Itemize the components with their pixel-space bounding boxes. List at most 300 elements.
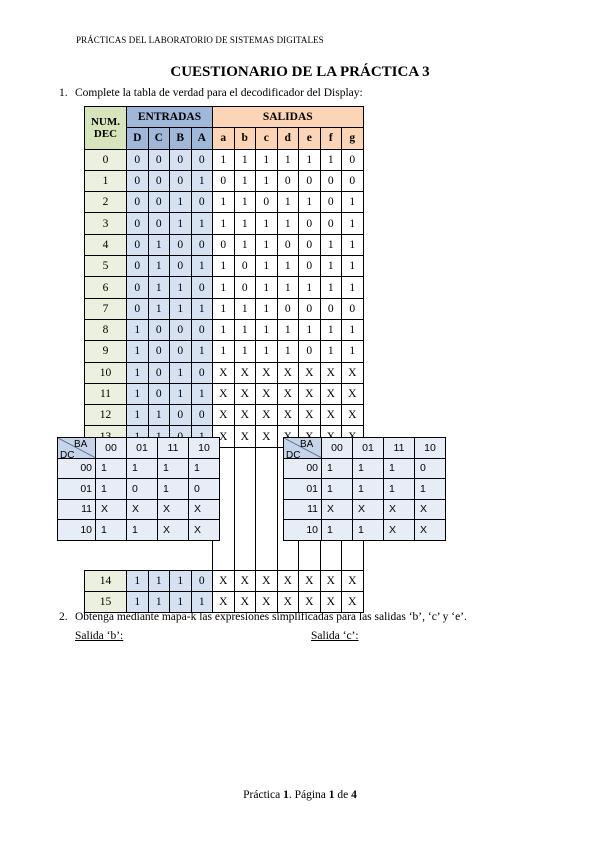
decimal-cell: 15 [85, 591, 127, 612]
output-cell: 1 [277, 213, 299, 234]
kmap-row [58, 499, 220, 520]
output-cell: 1 [213, 192, 235, 213]
kmap-col-header: 01 [353, 438, 384, 459]
decimal-cell: 14 [85, 570, 127, 591]
input-cell: 0 [191, 570, 213, 591]
spacer-cell [234, 447, 256, 468]
output-cell: 1 [320, 277, 342, 298]
output-cell: X [299, 383, 321, 404]
output-cell: X [342, 591, 364, 612]
kmap-corner-dc: DC [60, 450, 75, 461]
output-cell: 0 [299, 298, 321, 319]
input-cell: 0 [127, 213, 149, 234]
output-cell: 1 [277, 277, 299, 298]
output-cell: 0 [277, 234, 299, 255]
table-row [85, 298, 364, 319]
kmap-b [57, 437, 220, 541]
decimal-cell: 11 [85, 383, 127, 404]
output-cell: 1 [234, 319, 256, 340]
header-output-d: d [277, 128, 299, 149]
header-input-b: B [170, 128, 192, 149]
kmap-cell: 1 [158, 458, 189, 479]
decimal-cell: 8 [85, 319, 127, 340]
table-row [85, 362, 364, 383]
output-cell: X [320, 383, 342, 404]
input-cell: 0 [148, 362, 170, 383]
output-cell: X [277, 405, 299, 426]
output-cell: X [234, 591, 256, 612]
kmap-cell: X [322, 499, 353, 520]
kmap-cell: 1 [353, 479, 384, 500]
output-cell: 1 [213, 149, 235, 170]
decimal-cell: 3 [85, 213, 127, 234]
output-cell: 1 [234, 170, 256, 191]
kmap-col-header: 00 [322, 438, 353, 459]
output-cell: 0 [320, 170, 342, 191]
output-cell: X [342, 405, 364, 426]
spacer-cell [85, 549, 127, 570]
input-cell: 0 [148, 149, 170, 170]
kmap-row-header: 10 [58, 520, 96, 541]
input-cell: 1 [191, 383, 213, 404]
kmap-cell: 0 [127, 479, 158, 500]
header-input-a: A [191, 128, 213, 149]
output-cell: X [299, 405, 321, 426]
kmap-row-header: 01 [58, 479, 96, 500]
input-cell: 0 [170, 319, 192, 340]
header-output-b: b [234, 128, 256, 149]
input-cell: 1 [170, 277, 192, 298]
decimal-cell: 6 [85, 277, 127, 298]
spacer-cell [148, 549, 170, 570]
kmap-cell: X [384, 520, 415, 541]
kmap-cell: 1 [322, 520, 353, 541]
output-cell: 1 [320, 256, 342, 277]
input-cell: 1 [148, 591, 170, 612]
kmap-cell: X [189, 520, 220, 541]
kmap-row [284, 499, 446, 520]
output-cell: 1 [299, 277, 321, 298]
input-cell: 0 [191, 405, 213, 426]
spacer-cell [256, 488, 278, 508]
table-row [85, 192, 364, 213]
kmap-cell: 1 [96, 479, 127, 500]
output-cell: 1 [256, 213, 278, 234]
output-cell: X [256, 362, 278, 383]
salida-c-label: Salida ‘c’: [311, 630, 359, 642]
question-2-text: Obtenga mediante mapa-k las expresiones simplificadas para las salidas ‘b’, ‘c’ y ‘e’. [75, 611, 467, 623]
input-cell: 0 [191, 192, 213, 213]
decimal-cell: 4 [85, 234, 127, 255]
output-cell: X [256, 570, 278, 591]
decimal-cell: 5 [85, 256, 127, 277]
kmap-cell: X [127, 499, 158, 520]
kmap-cell: 1 [353, 520, 384, 541]
output-cell: X [277, 591, 299, 612]
output-cell: 1 [299, 192, 321, 213]
input-cell: 1 [148, 277, 170, 298]
salida-b-label: Salida ‘b’: [75, 630, 124, 642]
spacer-cell [256, 509, 278, 529]
input-cell: 1 [170, 213, 192, 234]
kmap-cell: X [158, 499, 189, 520]
table-row [85, 213, 364, 234]
output-cell: X [299, 362, 321, 383]
kmap-col-header: 11 [384, 438, 415, 459]
input-cell: 0 [148, 213, 170, 234]
table-row [85, 570, 364, 591]
input-cell: 0 [127, 192, 149, 213]
output-cell: X [320, 405, 342, 426]
output-cell: 1 [277, 319, 299, 340]
kmap-col-header: 00 [96, 438, 127, 459]
kmap-row-header: 11 [284, 499, 322, 520]
output-cell: X [320, 362, 342, 383]
kmap-corner-ba: BA [300, 439, 314, 450]
input-cell: 1 [170, 298, 192, 319]
output-cell: 1 [256, 234, 278, 255]
kmap-cell: 1 [415, 479, 446, 500]
input-cell: 0 [148, 170, 170, 191]
question-1-text: Complete la tabla de verdad para el decodificador del Display: [75, 87, 363, 99]
spacer-cell [234, 509, 256, 529]
spacer-cell [299, 549, 321, 570]
input-cell: 0 [127, 234, 149, 255]
question-1 [59, 87, 363, 99]
kmap-corner-ba: BA [74, 439, 88, 450]
output-cell: X [299, 591, 321, 612]
kmap-cell: 1 [322, 479, 353, 500]
output-cell: 1 [342, 277, 364, 298]
kmap-corner-dc: DC [286, 450, 301, 461]
kmap-cell: 1 [384, 479, 415, 500]
output-cell: X [320, 591, 342, 612]
output-cell: X [342, 383, 364, 404]
header-output-a: a [213, 128, 235, 149]
output-cell: X [234, 570, 256, 591]
spacer-cell [320, 549, 342, 570]
output-cell: 0 [320, 213, 342, 234]
spacer-cell [191, 549, 213, 570]
output-cell: 1 [234, 192, 256, 213]
kmap-row-header: 00 [58, 458, 96, 479]
output-cell: 1 [342, 341, 364, 362]
spacer-cell [342, 549, 364, 570]
table-row [85, 170, 364, 191]
output-cell: 0 [342, 170, 364, 191]
input-cell: 1 [170, 192, 192, 213]
input-cell: 1 [127, 591, 149, 612]
input-cell: 0 [191, 277, 213, 298]
output-cell: 1 [342, 319, 364, 340]
kmap-cell: 1 [127, 520, 158, 541]
kmap-cell: X [384, 499, 415, 520]
input-cell: 1 [127, 362, 149, 383]
kmap-row [284, 479, 446, 500]
output-cell: 1 [320, 341, 342, 362]
output-cell: X [277, 383, 299, 404]
kmap-header-row [58, 438, 220, 459]
kmap-cell: X [415, 520, 446, 541]
kmap-cell: X [353, 499, 384, 520]
output-cell: 1 [320, 149, 342, 170]
output-cell: X [234, 426, 256, 447]
output-cell: 0 [320, 298, 342, 319]
kmap-corner [284, 438, 322, 459]
output-cell: X [256, 405, 278, 426]
output-cell: 1 [342, 234, 364, 255]
output-cell: 1 [342, 192, 364, 213]
spacer-cell [213, 549, 235, 570]
kmap-row [284, 520, 446, 541]
input-cell: 0 [127, 149, 149, 170]
output-cell: 0 [299, 341, 321, 362]
kmap-cell: 0 [415, 458, 446, 479]
decimal-cell: 7 [85, 298, 127, 319]
kmap-row [58, 520, 220, 541]
spacer-cell [256, 549, 278, 570]
decimal-cell: 1 [85, 170, 127, 191]
input-cell: 0 [127, 277, 149, 298]
input-cell: 1 [191, 298, 213, 319]
input-cell: 0 [148, 192, 170, 213]
kmap-cell: 1 [96, 458, 127, 479]
kmap-cell: X [158, 520, 189, 541]
input-cell: 0 [191, 234, 213, 255]
kmap-row-header: 00 [284, 458, 322, 479]
output-cell: 0 [320, 192, 342, 213]
input-cell: 0 [191, 319, 213, 340]
output-cell: X [213, 570, 235, 591]
input-cell: 1 [191, 213, 213, 234]
spacer-row [85, 549, 364, 570]
output-cell: 1 [213, 319, 235, 340]
kmap-c [283, 437, 446, 541]
output-cell: 1 [234, 341, 256, 362]
output-cell: 1 [234, 149, 256, 170]
table-row [85, 591, 364, 612]
question-1-number: 1. [59, 87, 68, 99]
input-cell: 1 [170, 362, 192, 383]
input-cell: 1 [127, 341, 149, 362]
spacer-cell [256, 529, 278, 549]
input-cell: 1 [191, 591, 213, 612]
header-input-c: C [148, 128, 170, 149]
kmap-cell: X [415, 499, 446, 520]
output-cell: 1 [256, 149, 278, 170]
output-cell: 1 [277, 256, 299, 277]
page-header: PRÁCTICAS DEL LABORATORIO DE SISTEMAS DIGITALES [76, 35, 324, 45]
output-cell: 0 [234, 277, 256, 298]
table-row [85, 234, 364, 255]
output-cell: 1 [234, 213, 256, 234]
output-cell: 1 [256, 341, 278, 362]
kmap-header-row [284, 438, 446, 459]
output-cell: 0 [277, 298, 299, 319]
output-cell: 0 [342, 149, 364, 170]
kmap-row [58, 458, 220, 479]
page-footer: Práctica 1. Página 1 de 4 [243, 789, 357, 801]
kmap-col-header: 10 [415, 438, 446, 459]
input-cell: 1 [170, 383, 192, 404]
input-cell: 0 [127, 298, 149, 319]
output-cell: 1 [234, 234, 256, 255]
output-cell: 0 [299, 170, 321, 191]
output-cell: 1 [277, 192, 299, 213]
input-cell: 1 [127, 405, 149, 426]
output-cell: 0 [299, 234, 321, 255]
kmap-corner [58, 438, 96, 459]
output-cell: X [213, 362, 235, 383]
kmap-col-header: 01 [127, 438, 158, 459]
table-row [85, 277, 364, 298]
decimal-cell: 9 [85, 341, 127, 362]
input-cell: 1 [148, 405, 170, 426]
input-cell: 1 [191, 256, 213, 277]
output-cell: X [256, 591, 278, 612]
input-cell: 1 [127, 319, 149, 340]
spacer-cell [256, 447, 278, 468]
table-row [85, 405, 364, 426]
output-cell: X [213, 405, 235, 426]
output-cell: 0 [234, 256, 256, 277]
table-row [85, 341, 364, 362]
table-row [85, 256, 364, 277]
kmap-cell: 1 [384, 458, 415, 479]
input-cell: 0 [148, 383, 170, 404]
output-cell: X [342, 570, 364, 591]
spacer-cell [234, 549, 256, 570]
header-output-f: f [320, 128, 342, 149]
input-cell: 1 [148, 256, 170, 277]
input-cell: 0 [148, 319, 170, 340]
kmap-cell: 1 [189, 458, 220, 479]
kmap-row-header: 11 [58, 499, 96, 520]
output-cell: X [320, 570, 342, 591]
output-cell: 0 [213, 170, 235, 191]
spacer-cell [277, 549, 299, 570]
decimal-cell: 0 [85, 149, 127, 170]
kmap-row-header: 10 [284, 520, 322, 541]
output-cell: 1 [320, 234, 342, 255]
output-cell: X [299, 570, 321, 591]
decimal-cell: 12 [85, 405, 127, 426]
input-cell: 0 [127, 256, 149, 277]
output-cell: 1 [320, 319, 342, 340]
input-cell: 0 [170, 234, 192, 255]
output-cell: 1 [342, 256, 364, 277]
input-cell: 0 [148, 341, 170, 362]
spacer-cell [234, 488, 256, 508]
input-cell: 0 [191, 362, 213, 383]
header-num-dec: NUM. DEC [85, 107, 127, 150]
question-2 [59, 611, 467, 623]
input-cell: 0 [191, 149, 213, 170]
kmap-cell: 1 [353, 458, 384, 479]
output-cell: 1 [256, 298, 278, 319]
input-cell: 0 [170, 405, 192, 426]
output-cell: 1 [256, 277, 278, 298]
output-cell: 1 [213, 277, 235, 298]
output-cell: X [234, 405, 256, 426]
kmap-col-header: 10 [189, 438, 220, 459]
input-cell: 0 [170, 256, 192, 277]
input-cell: 1 [127, 570, 149, 591]
output-cell: X [277, 570, 299, 591]
input-cell: 1 [170, 591, 192, 612]
input-cell: 1 [191, 341, 213, 362]
kmap-cell: X [96, 499, 127, 520]
output-cell: X [234, 383, 256, 404]
kmap-cell: 1 [96, 520, 127, 541]
decimal-cell: 2 [85, 192, 127, 213]
input-cell: 1 [148, 298, 170, 319]
output-cell: 1 [256, 170, 278, 191]
table-row [85, 319, 364, 340]
kmap-cell: 1 [127, 458, 158, 479]
output-cell: 1 [213, 341, 235, 362]
output-cell: 1 [234, 298, 256, 319]
input-cell: 1 [148, 234, 170, 255]
output-cell: 0 [299, 256, 321, 277]
output-cell: 1 [277, 341, 299, 362]
input-cell: 1 [170, 570, 192, 591]
input-cell: 1 [148, 570, 170, 591]
output-cell: X [256, 383, 278, 404]
output-cell: 1 [342, 213, 364, 234]
kmap-cell: 0 [189, 479, 220, 500]
decimal-cell: 10 [85, 362, 127, 383]
question-2-number: 2. [59, 611, 68, 623]
input-cell: 0 [127, 170, 149, 191]
output-cell: 1 [213, 256, 235, 277]
spacer-cell [127, 549, 149, 570]
input-cell: 1 [127, 383, 149, 404]
output-cell: X [213, 591, 235, 612]
input-cell: 1 [191, 170, 213, 191]
header-salidas: SALIDAS [213, 107, 364, 128]
table-row [85, 383, 364, 404]
kmap-cell: 1 [158, 479, 189, 500]
input-cell: 0 [170, 170, 192, 191]
table-row [85, 149, 364, 170]
kmap-col-header: 11 [158, 438, 189, 459]
kmap-cell: X [189, 499, 220, 520]
spacer-cell [170, 549, 192, 570]
output-cell: X [277, 362, 299, 383]
kmap-cell: 1 [322, 458, 353, 479]
output-cell: 0 [277, 170, 299, 191]
spacer-cell [256, 468, 278, 488]
output-cell: 0 [213, 234, 235, 255]
output-cell: 1 [256, 319, 278, 340]
page-title: CUESTIONARIO DE LA PRÁCTICA 3 [170, 64, 430, 80]
kmap-row [58, 479, 220, 500]
output-cell: X [213, 426, 235, 447]
output-cell: 1 [299, 319, 321, 340]
kmap-row [284, 458, 446, 479]
output-cell: X [234, 362, 256, 383]
output-cell: X [213, 383, 235, 404]
output-cell: 1 [299, 149, 321, 170]
input-cell: 0 [170, 149, 192, 170]
header-output-c: c [256, 128, 278, 149]
input-cell: 0 [170, 341, 192, 362]
output-cell: 1 [256, 256, 278, 277]
kmap-row-header: 01 [284, 479, 322, 500]
header-input-d: D [127, 128, 149, 149]
output-cell: 1 [277, 149, 299, 170]
